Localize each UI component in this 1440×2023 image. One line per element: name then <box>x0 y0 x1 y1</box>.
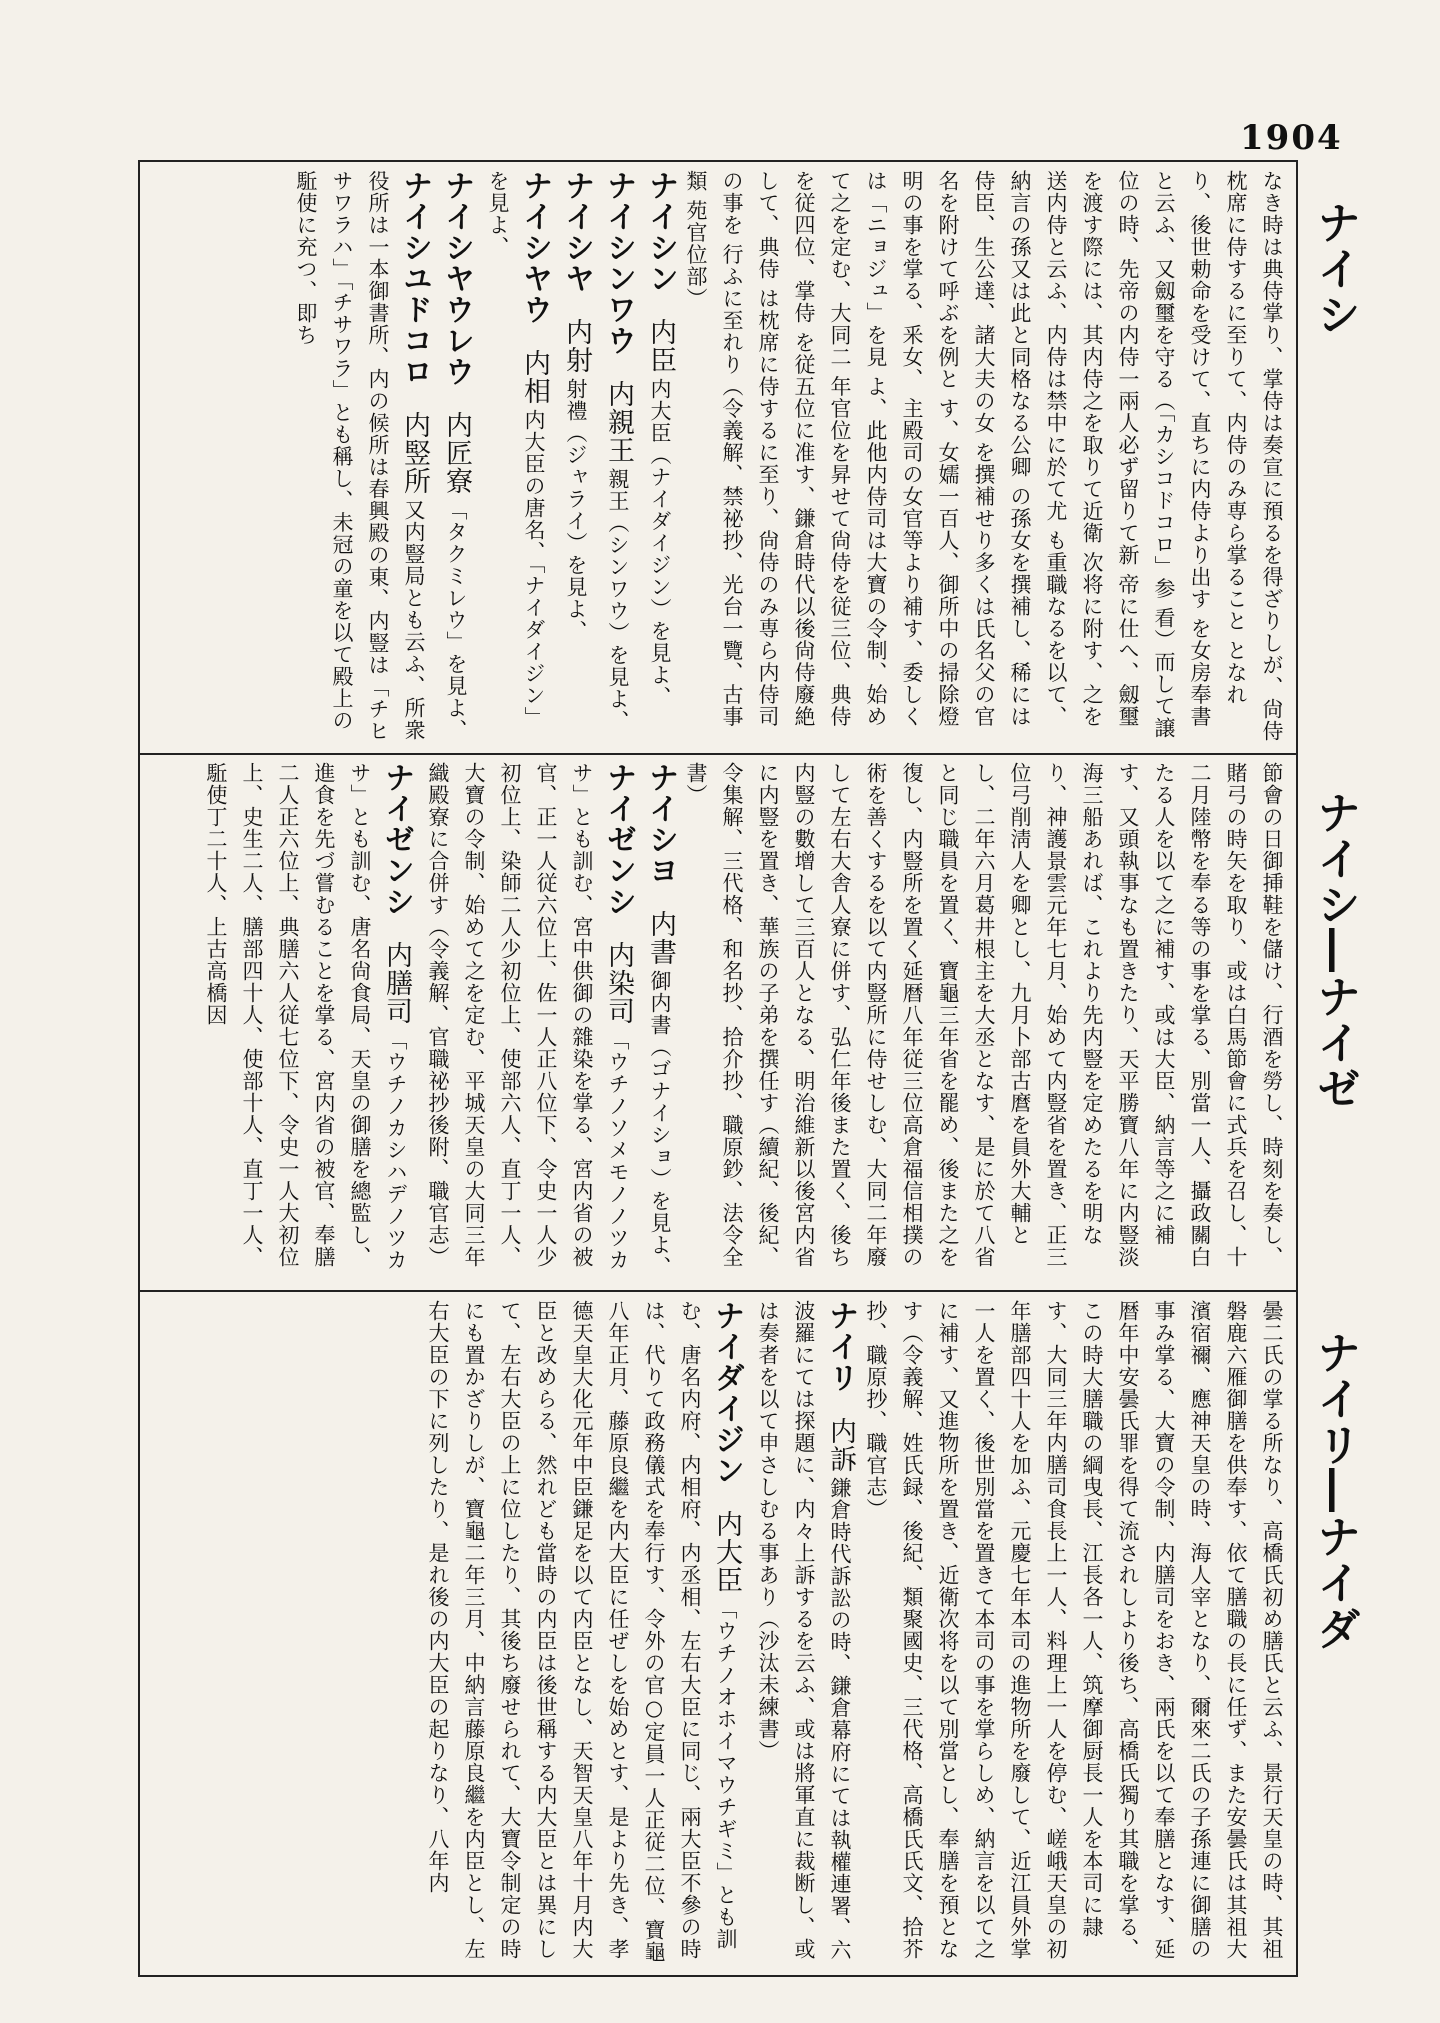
entry-headword: ナイシン <box>643 170 678 294</box>
page-number: 1904 <box>1240 118 1343 158</box>
dictionary-entry <box>420 1300 744 1965</box>
running-head-1: ナイシ <box>1309 200 1360 338</box>
dictionary-entry <box>558 170 594 745</box>
dictionary-entry <box>480 170 552 745</box>
entry-headword: ナイシヤウ <box>517 170 552 325</box>
entry-body: 「ウチノカシハデノツカサ」とも訓む、唐名尙食局、天皇の御膳を總監し、進食を先づ嘗むることを掌る、宮内省の被官、奉膳二人正六位上、典膳六人従七位下、令史一人大初位上、史生二人、膳部四十人、使部十人、直丁一人、駈使丁二十人、上古高橋因 <box>204 762 408 1271</box>
entry-body: 「ウチノオホイマウチギミ」とも訓む、唐名内府、内相府、内丞相、左右大臣に同じ、兩大臣不參の時は、代りて政務儀式を奉行す、令外の官○定員一人正従二位、寶龜八年正月、藤原良繼を内大臣に任ぜしを始めとす、是より先き、孝德天皇大化元年中臣鎌足を以て内臣となし、天智天皇八年十月内大臣と改めらる、然れども當時の内臣は後世稱する内大臣とは異にして、左右大臣の上に位したり、其後ち廢せられて、大寶令制定の時にも置かざりしが、寶龜二年三月、中納言藤原良繼を内臣とし、左右大臣の下に列したり、是れ後の内大臣の起りなり、八年内 <box>426 1300 738 1963</box>
entry-headword: ナイシンワウ <box>601 170 636 356</box>
entry-headword: ナイシヨ <box>643 762 678 886</box>
entry-kanji: 内訴 <box>825 1417 856 1473</box>
frame-top-rule <box>138 160 1298 162</box>
dictionary-entry <box>642 762 678 1282</box>
entry-kanji: 内書 <box>645 910 676 966</box>
body-paragraph: 曇二氏の掌る所なり、高橋氏初め膳氏と云ふ、景行天皇の時、其祖磐鹿六雁御膳を供奉す、依て膳職の長に任ず、また安曇氏は其祖大濱宿禰、應神天皇の時、海人宰となり、爾來二氏の子孫連に御膳の事み掌る、大寶の令制、内膳司をおき、兩氏を以て奉膳となす、延暦年中安曇氏罪を得て流されしより後ち、高橋氏獨り其職を掌る、この時大膳職の綱曳長、江長各一人、筑摩御厨長一人を本司に隷す、大同三年内膳司食長上一人、料理上一人を停む、嵯峨天皇の初年膳部四十人を加ふ、元慶七年本司の進物所を廢して、近江員外掌一人を置く、後世別當を置きて本司の事を掌らしめ、納言を以て之に補す、又進物所を置き、近衛次将を以て別當とし、奉膳を預となす（令義解、姓氏録、後紀、類聚國史、三代格、高橋氏氏文、拾芥抄、職原抄、職官志） <box>864 1300 1284 1960</box>
text-band-3 <box>140 1300 1290 1965</box>
entry-body: 親王（シンワウ）を見よ、 <box>606 468 630 732</box>
dictionary-entry <box>438 170 474 745</box>
entry-kanji: 内臣 <box>645 318 676 374</box>
entry-body: 御内書（ゴナイショ）を見よ、 <box>648 970 672 1278</box>
entry-kanji: 内親王 <box>603 380 634 464</box>
entry-kanji: 内射 <box>561 318 592 374</box>
entry-headword: ナイリ <box>823 1300 858 1393</box>
entry-headword: ナイダイジン <box>709 1300 744 1486</box>
running-head-3: ナイリ―ナイダ <box>1309 1330 1360 1652</box>
entry-headword: ナイゼンシ <box>379 762 414 917</box>
body-paragraph: なき時は典侍掌り、掌侍は奏宣に預るを得ざりしが、尙侍枕席に侍するに至りて、内侍のみ専ら掌ること となれり、後世勅命を受けて、直ちに内侍より出す を女房奉書と云ふ、又劔璽を守る（「カシコドコロ」参 看）而して譲位の時、先帝の内侍一兩人必ず留りて新 帝に仕へ、劔璽を渡す際には、其内侍之を取りて近衛 次将に附す、之を送内侍と云ふ、内侍は禁中に於て尤 も重職なるを以て、納言の孫又は此と同格なる公卿 の孫女を撰補し、稀には侍臣、生公達、諸大夫の女 を撰補せり多くは氏名父の官名を附けて呼ぶを例と す、女嬬一百人、御所中の掃除燈明の事を掌る、釆女、 主殿司の女官等より補す、委しくは「ニョジュ」を見 よ、此他内侍司は大寶の令制、始めて之を定む、大同二 年官位を昇せて尙侍を従三位、典侍を従四位、掌侍 を従五位に准す、鎌倉時代以後尙侍廢絶して、典侍 は枕席に侍するに至り、尙侍のみ専ら内侍司の事を 行ふに至れり（令義解、禁祕抄、光台一覽、古事類 苑官位部） <box>684 170 1284 742</box>
entry-body: 射禮（ジャライ）を見よ、 <box>564 378 588 642</box>
dictionary-entry <box>288 170 432 745</box>
body-paragraph: 節會の日御挿鞋を儲け、行酒を勞し、時刻を奏し、賭弓の時矢を取り、或は白馬節會に式兵を召し、十二月陸幣を奉る等の事を掌る、別當一人、攝政關白たる人を以て之に補す、或は大臣、納言等之に補す、又頭執事なも置きたり、天平勝寶八年に内豎淡海三船あれば、これより先内豎を定めたるを明なり、神護景雲元年七月、始めて内豎省を置き、正三位弓削淸人を卿とし、九月卜部古麿を員外大輔とし、二年六月葛井根主を大丞となす、是に於て八省と同じ職員を置く、寶龜三年省を罷め、後また之を復し、内豎所を置く延暦八年従三位高倉福信相撲の術を善くするを以て内豎所に侍せしむ、大同二年廢して左右大舎人寮に併す、弘仁年後また置く、後ち内豎の數增して三百人となる、明治維新以後宮内省に内豎を置き、華族の子弟を撰任す（續紀、後紀、令集解、三代格、和名抄、拾介抄、職原鈔、法令全書） <box>684 762 1284 1268</box>
dictionary-entry <box>198 762 414 1282</box>
entry-headword: ナイシヤ <box>559 170 594 294</box>
frame-right-rule <box>1296 160 1298 1977</box>
entry-kanji: 内相 <box>519 349 550 405</box>
running-head-2: ナイシ―ナイゼ <box>1309 790 1360 1112</box>
entry-kanji: 内匠寮 <box>441 411 472 495</box>
entry-headword: ナイシヤウレウ <box>439 170 474 387</box>
text-band-1 <box>140 170 1290 745</box>
entry-body: 又内豎局とも云ふ、所衆役所は一本御書所、内の候所は春興殿の東、内豎は「チヒサワラハ」「チサワラ」とも稱し、未冠の童を以て殿上の駈使に充つ、即ち <box>294 170 426 742</box>
entry-body: 内大臣（ナイダイジン）を見よ、 <box>648 378 672 708</box>
entry-body: 鎌倉時代訴訟の時、鎌倉幕府にては執權連署、六波羅にては探題に、内々上訴するを云ふ、或は將軍直に裁断し、或は奏者を以て申さしむる事あり（沙汰未練書） <box>756 1300 852 1961</box>
entry-headword: ナイシユドコロ <box>397 170 432 387</box>
band-divider-1 <box>138 753 1298 755</box>
band-divider-2 <box>138 1290 1298 1292</box>
frame-bottom-rule <box>138 1975 1298 1977</box>
dictionary-entry <box>750 1300 858 1965</box>
entry-kanji: 内染司 <box>603 941 634 1025</box>
dictionary-entry <box>600 170 636 745</box>
entry-body: 内大臣の唐名、「ナイダイジン」を見よ、 <box>486 170 546 729</box>
entry-headword: ナイゼンシ <box>601 762 636 917</box>
entry-kanji: 内大臣 <box>711 1510 742 1594</box>
dictionary-entry <box>420 762 636 1282</box>
entry-kanji: 内膳司 <box>381 941 412 1025</box>
text-band-2 <box>140 762 1290 1282</box>
entry-body: 「タクミレウ」を見よ、 <box>444 499 468 741</box>
entry-kanji: 内竪所 <box>399 411 430 495</box>
entry-body: 「ウチノソメモノノツカサ」とも訓む、宮中供御の雜染を掌る、宮内省の被官、正一人従六位上、佐一人正八位下、令史一人少初位上、染師二人少初位上、使部六人、直丁一人、大寶の令制、始めて之を定む、平城天皇の大同三年織殿寮に合併す（令義解、官職祕抄後附、職官志） <box>426 762 630 1271</box>
dictionary-entry <box>642 170 678 745</box>
